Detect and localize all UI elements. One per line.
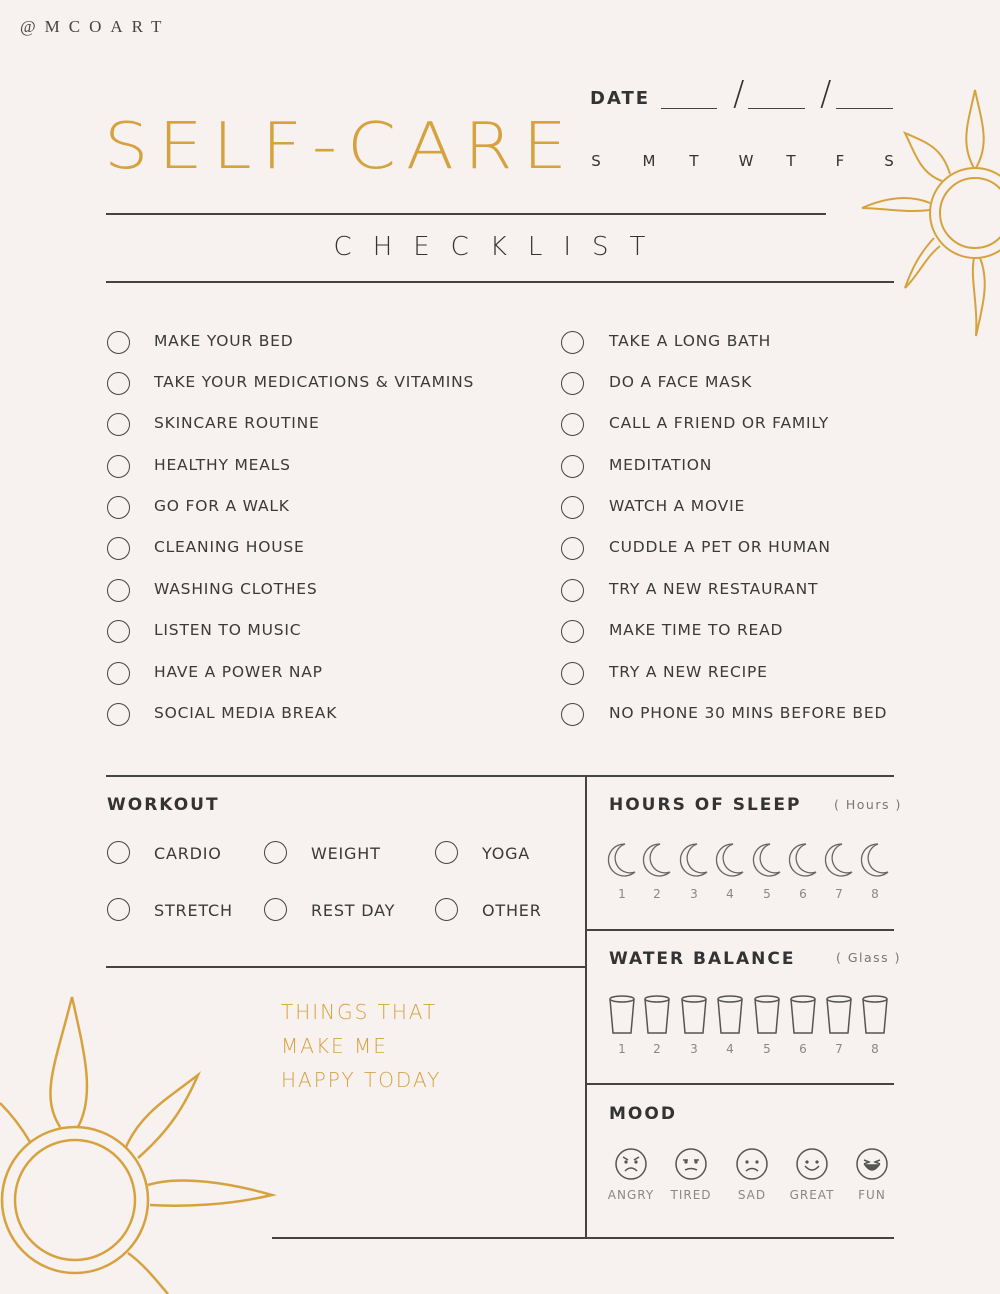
- tired-face-icon[interactable]: [675, 1148, 707, 1180]
- checklist-item-label: MEDITATION: [609, 456, 713, 474]
- crescent-moon-icon[interactable]: [860, 842, 890, 878]
- checkbox-circle[interactable]: [561, 413, 584, 436]
- checkbox-circle[interactable]: [561, 455, 584, 478]
- divider: [272, 1237, 894, 1239]
- checklist-item-label: CLEANING HOUSE: [154, 538, 305, 556]
- checklist-item-label: MAKE YOUR BED: [154, 332, 294, 350]
- sleep-number: 2: [653, 887, 661, 901]
- crescent-moon-icon[interactable]: [679, 842, 709, 878]
- divider: [106, 281, 894, 283]
- sad-face-icon[interactable]: [736, 1148, 768, 1180]
- workout-checkbox[interactable]: [264, 898, 287, 921]
- workout-checkbox[interactable]: [435, 898, 458, 921]
- checklist-item-label: HEALTHY MEALS: [154, 456, 291, 474]
- crescent-moon-icon[interactable]: [642, 842, 672, 878]
- checkbox-circle[interactable]: [107, 620, 130, 643]
- checkbox-circle[interactable]: [561, 331, 584, 354]
- checklist-item-label: LISTEN TO MUSIC: [154, 621, 302, 639]
- workout-checkbox[interactable]: [264, 841, 287, 864]
- divider: [106, 966, 586, 968]
- checklist-item-label: HAVE A POWER NAP: [154, 663, 323, 681]
- workout-option-label: STRETCH: [154, 901, 233, 920]
- glass-icon[interactable]: [825, 995, 853, 1035]
- glass-icon[interactable]: [680, 995, 708, 1035]
- checkbox-circle[interactable]: [107, 331, 130, 354]
- checkbox-circle[interactable]: [107, 455, 130, 478]
- checklist-item-label: WATCH A MOVIE: [609, 497, 746, 515]
- sleep-number: 8: [871, 887, 879, 901]
- water-title: WATER BALANCE: [609, 949, 796, 969]
- day-saturday[interactable]: S: [884, 152, 894, 170]
- divider: [586, 929, 894, 931]
- sleep-number: 5: [763, 887, 771, 901]
- checkbox-circle[interactable]: [561, 579, 584, 602]
- glass-icon[interactable]: [861, 995, 889, 1035]
- sleep-number: 4: [726, 887, 734, 901]
- checklist-item-label: TRY A NEW RESTAURANT: [609, 580, 819, 598]
- workout-option-label: CARDIO: [154, 844, 222, 863]
- divider: [106, 213, 826, 215]
- workout-checkbox[interactable]: [435, 841, 458, 864]
- day-wednesday[interactable]: W: [738, 152, 754, 170]
- checkbox-circle[interactable]: [107, 703, 130, 726]
- sleep-title: HOURS OF SLEEP: [609, 795, 802, 815]
- sleep-number: 6: [799, 887, 807, 901]
- subtitle: CHECKLIST: [333, 232, 667, 262]
- crescent-moon-icon[interactable]: [715, 842, 745, 878]
- glass-icon[interactable]: [789, 995, 817, 1035]
- checkbox-circle[interactable]: [107, 372, 130, 395]
- glass-icon[interactable]: [608, 995, 636, 1035]
- water-number: 4: [726, 1042, 734, 1056]
- mood-title: MOOD: [609, 1104, 677, 1124]
- sleep-number: 1: [618, 887, 626, 901]
- water-unit: ( Glass ): [836, 950, 902, 965]
- divider: [586, 1083, 894, 1085]
- workout-option-label: YOGA: [482, 844, 531, 863]
- glass-icon[interactable]: [643, 995, 671, 1035]
- day-sunday[interactable]: S: [591, 152, 601, 170]
- water-number: 5: [763, 1042, 771, 1056]
- date-day-field[interactable]: [661, 108, 717, 109]
- angry-face-icon[interactable]: [615, 1148, 647, 1180]
- workout-option-label: WEIGHT: [311, 844, 381, 863]
- mood-label: FUN: [858, 1188, 886, 1202]
- glass-icon[interactable]: [716, 995, 744, 1035]
- divider: [106, 775, 894, 777]
- checkbox-circle[interactable]: [561, 703, 584, 726]
- mood-label: GREAT: [789, 1188, 835, 1202]
- crescent-moon-icon[interactable]: [607, 842, 637, 878]
- checklist-item-label: TAKE A LONG BATH: [609, 332, 772, 350]
- sun-icon: [0, 995, 275, 1294]
- page-title: SELF-CARE: [104, 108, 577, 184]
- checklist-item-label: WASHING CLOTHES: [154, 580, 318, 598]
- happy-line: MAKE ME: [281, 1034, 388, 1058]
- checkbox-circle[interactable]: [107, 537, 130, 560]
- checkbox-circle[interactable]: [107, 662, 130, 685]
- workout-option-label: OTHER: [482, 901, 542, 920]
- happy-line: HAPPY TODAY: [281, 1068, 442, 1092]
- checklist-item-label: SKINCARE ROUTINE: [154, 414, 320, 432]
- workout-checkbox[interactable]: [107, 841, 130, 864]
- workout-title: WORKOUT: [107, 795, 220, 815]
- checkbox-circle[interactable]: [107, 579, 130, 602]
- date-separator: /: [733, 74, 745, 114]
- sleep-number: 7: [835, 887, 843, 901]
- checklist-item-label: TAKE YOUR MEDICATIONS & VITAMINS: [154, 373, 475, 391]
- crescent-moon-icon[interactable]: [788, 842, 818, 878]
- checklist-item-label: CALL A FRIEND OR FAMILY: [609, 414, 830, 432]
- checkbox-circle[interactable]: [561, 662, 584, 685]
- workout-option-label: REST DAY: [311, 901, 396, 920]
- mood-label: SAD: [737, 1188, 767, 1202]
- checklist-item-label: MAKE TIME TO READ: [609, 621, 784, 639]
- sleep-number: 3: [690, 887, 698, 901]
- day-friday[interactable]: F: [835, 152, 845, 170]
- sun-icon: [860, 88, 1000, 338]
- day-thursday[interactable]: T: [786, 152, 796, 170]
- date-label: DATE: [590, 88, 651, 109]
- checklist-item-label: GO FOR A WALK: [154, 497, 290, 515]
- mood-label: ANGRY: [607, 1188, 655, 1202]
- day-tuesday[interactable]: T: [689, 152, 699, 170]
- great-face-icon[interactable]: [796, 1148, 828, 1180]
- checklist-item-label: SOCIAL MEDIA BREAK: [154, 704, 338, 722]
- checkbox-circle[interactable]: [107, 496, 130, 519]
- handle: @MCOART: [20, 17, 171, 36]
- checkbox-circle[interactable]: [107, 413, 130, 436]
- water-number: 3: [690, 1042, 698, 1056]
- date-month-field[interactable]: [748, 108, 805, 109]
- mood-label: TIRED: [670, 1188, 712, 1202]
- crescent-moon-icon[interactable]: [752, 842, 782, 878]
- checklist-item-label: DO A FACE MASK: [609, 373, 753, 391]
- water-number: 2: [653, 1042, 661, 1056]
- checkbox-circle[interactable]: [561, 537, 584, 560]
- checklist-item-label: TRY A NEW RECIPE: [609, 663, 768, 681]
- water-number: 6: [799, 1042, 807, 1056]
- checkbox-circle[interactable]: [561, 620, 584, 643]
- glass-icon[interactable]: [753, 995, 781, 1035]
- water-number: 7: [835, 1042, 843, 1056]
- fun-face-icon[interactable]: [856, 1148, 888, 1180]
- water-number: 1: [618, 1042, 626, 1056]
- date-separator: /: [820, 74, 832, 114]
- checkbox-circle[interactable]: [561, 372, 584, 395]
- day-monday[interactable]: M: [642, 152, 656, 170]
- happy-line: THINGS THAT: [281, 1000, 438, 1024]
- checkbox-circle[interactable]: [561, 496, 584, 519]
- crescent-moon-icon[interactable]: [824, 842, 854, 878]
- divider: [585, 775, 587, 1238]
- checklist-item-label: CUDDLE A PET OR HUMAN: [609, 538, 831, 556]
- water-number: 8: [871, 1042, 879, 1056]
- checklist-item-label: NO PHONE 30 MINS BEFORE BED: [609, 704, 888, 722]
- sleep-unit: ( Hours ): [834, 797, 902, 812]
- workout-checkbox[interactable]: [107, 898, 130, 921]
